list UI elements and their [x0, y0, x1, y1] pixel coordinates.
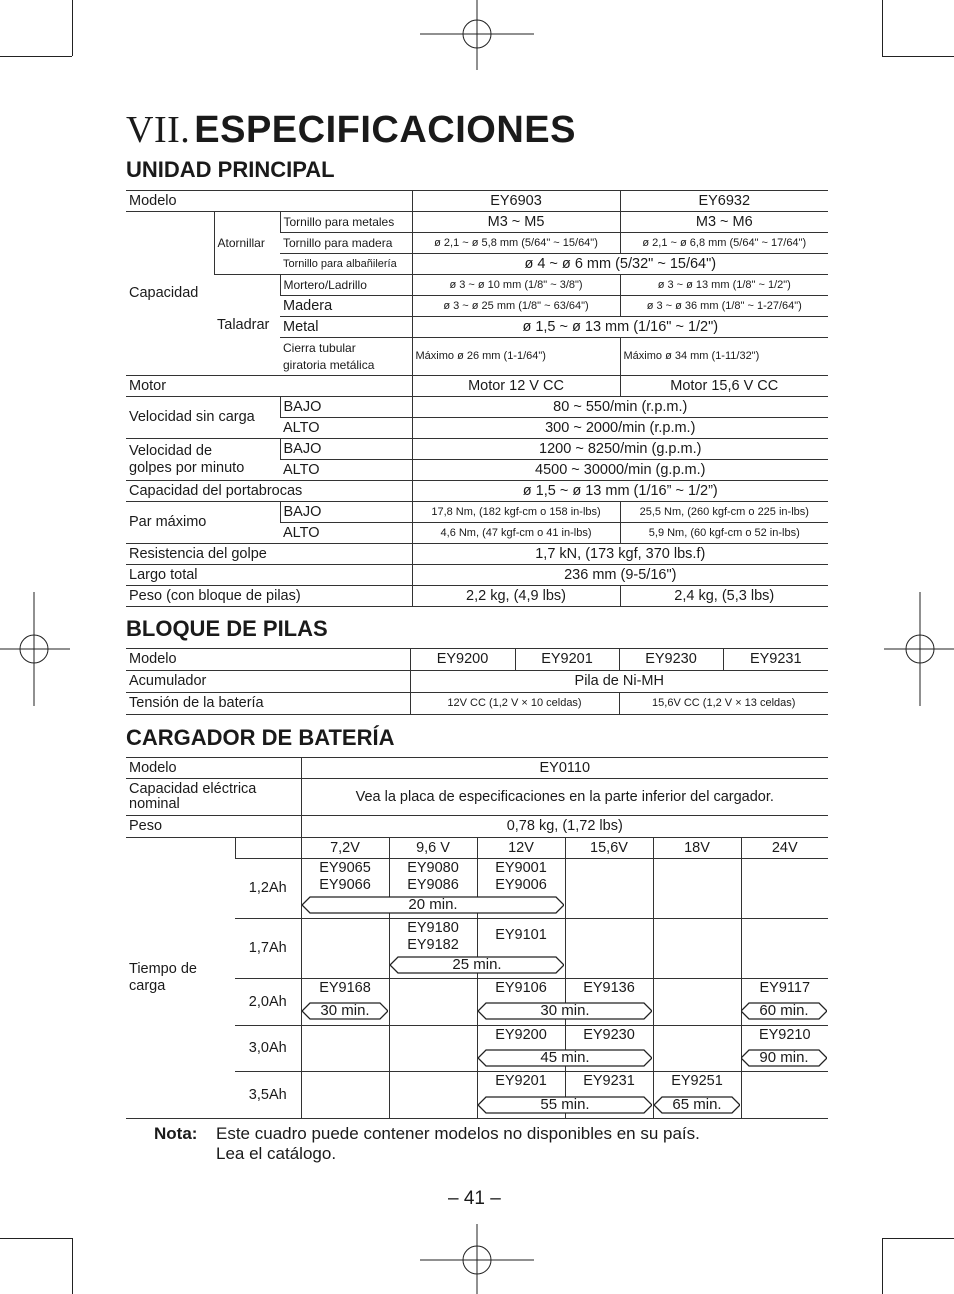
note: Nota: Este cuadro puede contener modelos no disponibles en su país. Lea el catálogo.: [154, 1124, 700, 1163]
charge-time-arrow: 45 min.: [478, 1049, 652, 1067]
page-title: VII. ESPECIFICACIONES: [126, 109, 576, 151]
charge-time-arrow: 25 min.: [390, 956, 564, 974]
section-title-main-unit: UNIDAD PRINCIPAL: [126, 157, 335, 182]
charge-time-arrow: 30 min.: [302, 1002, 388, 1020]
main-unit-table: Modelo EY6903 EY6932 Capacidad Atornillar Tornillo para metales M3 ~ M5 M3 ~ M6 Tornillo para madera ø 2,1 ~ ø 5,8 mm (5/64" ~ 15/64") ø 2,1 ~ ø 6,8 mm (5/64" ~ 17/64") Tornillo para albañilería ø 4 ~ ø 6 mm (5/32" ~ 15/64") Taladrar Mortero/Ladrillo ø 3 ~ ø 10 mm (1/8" ~ 3/8") ø 3 ~ ø 13 mm (1/8" ~ 1/2") Madera ø 3 ~ ø 25 mm (1/8" ~ 63/64") ø 3 ~ ø 36 mm (1/8" ~ 1-27/64") Metal ø 1,5 ~ ø 13 mm (1/16" ~ 1/2") Cierra tubular giratoria metálica Máximo ø 26 mm (1-1/64") Máximo ø 34 mm (1-11/32") Motor Motor 12 V CC Motor 15,6 V CC Velocidad sin carga BAJO 80 ~ 550/min (r.p.m.) ALTO 300 ~ 2000/min (r.p.m.) Velocidad de golpes por minuto BAJO 1200 ~ 8250/min (g.p.m.) ALTO 4500 ~ 30000/min (g.p.m.) Capacidad del portabrocas ø 1,5 ~ ø 13 mm (1/16” ~ 1/2”) Par máximo BAJO 17,8 Nm, (182 kgf-cm o 158 in-lbs) 25,5 Nm, (260 kgf-cm o 225 in-lbs) ALTO 4,6 Nm, (47 kgf-cm o 41 in-lbs) 5,9 Nm, (60 kgf-cm o 52 in-lbs) Resistencia del golpe 1,7 kN, (173 kgf, 370 lbs.f) Largo total 236 mm (9-5/16") Peso (con bloque de pilas) 2,2 kg, (4,9 lbs) 2,4 kg, (5,3 lbs): [126, 190, 828, 607]
registration-mark-right: [884, 592, 954, 706]
battery-pack-table: Modelo EY9200 EY9201 EY9230 EY9231 Acumulador Pila de Ni-MH Tensión de la batería 12V CC (1,2 V × 10 celdas) 15,6V CC (1,2 V × 13 celdas): [126, 648, 828, 715]
section-title-battery-pack: BLOQUE DE PILAS: [126, 616, 328, 641]
section-title-charger: CARGADOR DE BATERÍA: [126, 725, 395, 750]
charge-time-arrow: 60 min.: [741, 1002, 827, 1020]
registration-mark-left: [0, 592, 70, 706]
model-label: Modelo: [126, 191, 412, 212]
registration-mark-bottom: [420, 1224, 534, 1294]
charge-time-arrow: 20 min.: [302, 896, 564, 914]
page-number: – 41 –: [448, 1188, 501, 1209]
charge-time-arrow: 65 min.: [654, 1096, 740, 1114]
registration-mark-top: [420, 0, 534, 80]
charge-time-arrow: 55 min.: [478, 1096, 652, 1114]
charge-time-arrow: 90 min.: [741, 1049, 827, 1067]
charger-table: Modelo EY0110 Capacidad eléctrica nominal Vea la placa de especificaciones en la parte inferior del cargador. Peso 0,78 kg, (1,72 lbs) Tiempo de carga 7,2V 9,6 V 12V 15,6V 18V 24V 1,2Ah EY9065 EY9066 EY9080 EY9086 EY9001 EY9006 1,7Ah EY9180 EY9182 EY9101 2,0Ah EY9168 EY9106 EY9136 EY9117 3,0Ah EY9200 EY9230 EY9210 3,5Ah EY9201 EY9231 EY9251: [126, 757, 828, 1119]
charge-time-arrow: 30 min.: [478, 1002, 652, 1020]
